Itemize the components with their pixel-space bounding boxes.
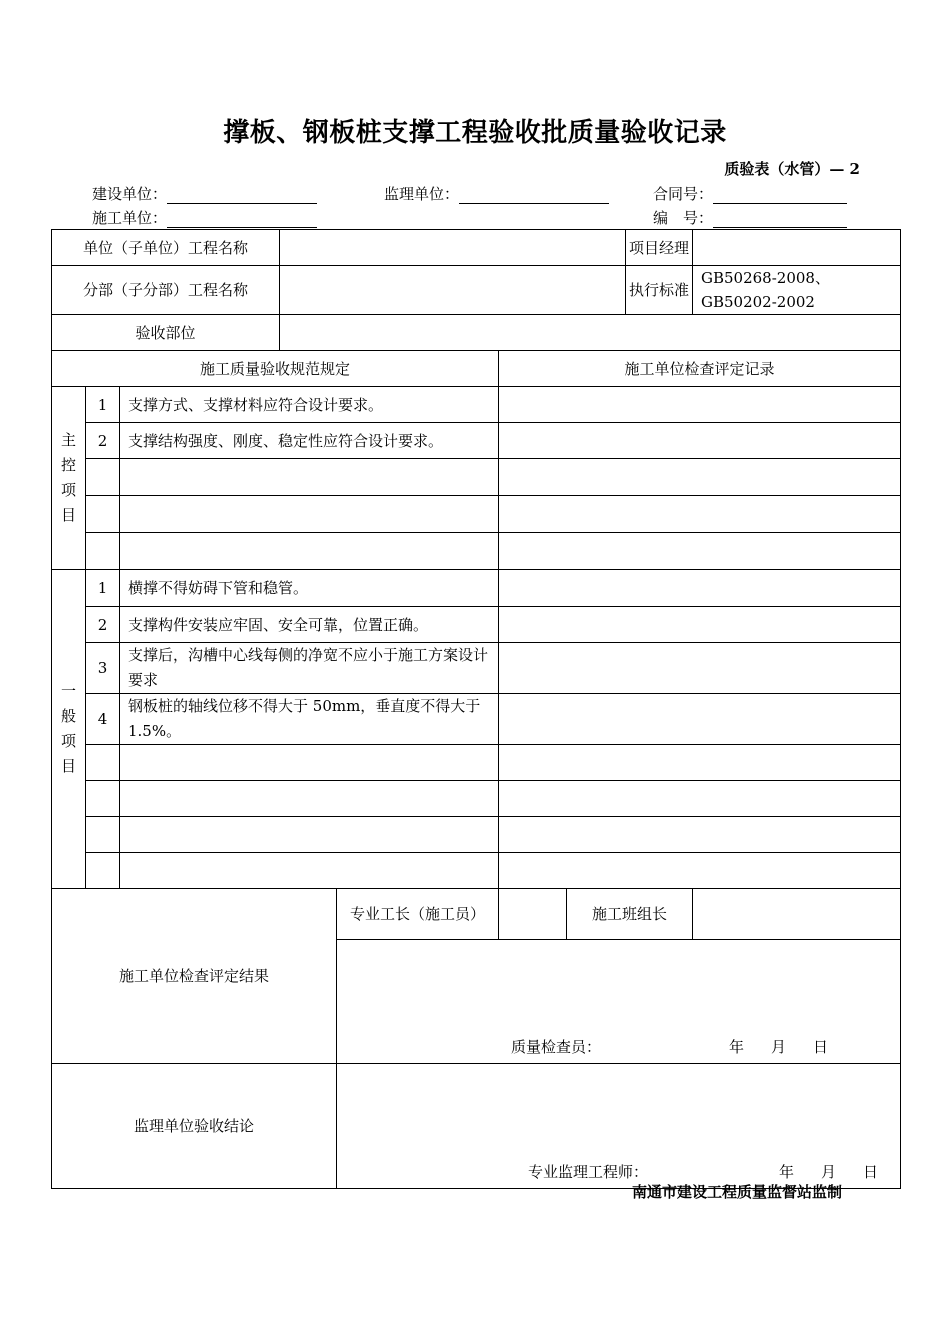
item-number: 1 <box>86 387 120 423</box>
record-cell[interactable] <box>499 387 901 423</box>
record-cell[interactable] <box>499 781 901 817</box>
sub-project-value[interactable] <box>280 266 626 315</box>
record-cell[interactable] <box>499 496 901 533</box>
record-cell[interactable] <box>499 533 901 570</box>
project-manager-label: 项目经理 <box>626 230 693 266</box>
record-cell[interactable] <box>499 745 901 781</box>
spec-item <box>120 496 499 533</box>
item-number <box>86 533 120 570</box>
item-number: 1 <box>86 570 120 607</box>
sub-project-label: 分部（子分部）工程名称 <box>52 266 280 315</box>
item-number: 4 <box>86 694 120 745</box>
record-cell[interactable] <box>499 853 901 889</box>
item-number <box>86 853 120 889</box>
spec-item: 支撑方式、支撑材料应符合设计要求。 <box>120 387 499 423</box>
spec-item <box>120 533 499 570</box>
record-cell[interactable] <box>499 643 901 694</box>
construction-unit-input[interactable] <box>167 187 317 204</box>
supervision-result-label: 监理单位验收结论 <box>52 1064 337 1189</box>
builder-unit-label: 施工单位： <box>92 209 168 227</box>
serial-no-input[interactable] <box>713 211 847 228</box>
spec-item <box>120 853 499 889</box>
record-cell[interactable] <box>499 570 901 607</box>
item-number: 2 <box>86 423 120 459</box>
spec-item: 支撑构件安装应牢固、安全可靠，位置正确。 <box>120 607 499 643</box>
item-number: 2 <box>86 607 120 643</box>
standard-label: 执行标准 <box>626 266 693 315</box>
builder-unit-input[interactable] <box>167 211 317 228</box>
item-number <box>86 745 120 781</box>
foreman-label: 专业工长（施工员） <box>337 889 499 940</box>
footer-issuer: 南通市建设工程质量监督站监制 <box>631 1183 842 1201</box>
supervision-unit-field <box>384 183 609 204</box>
serial-no-label: 编 号： <box>653 209 714 227</box>
foreman-value[interactable] <box>499 889 567 940</box>
year-label: 年 <box>779 1163 795 1181</box>
spec-item <box>120 817 499 853</box>
item-number <box>86 459 120 496</box>
spec-item: 横撑不得妨碍下管和稳管。 <box>120 570 499 607</box>
item-number <box>86 781 120 817</box>
contract-no-field <box>653 183 847 204</box>
year-label: 年 <box>729 1038 745 1056</box>
record-cell[interactable] <box>499 817 901 853</box>
page-title: 撑板、钢板桩支撑工程验收批质量验收记录 <box>223 118 727 148</box>
month-label: 月 <box>821 1163 837 1181</box>
spec-item <box>120 459 499 496</box>
project-name-label: 单位（子单位）工程名称 <box>52 230 280 266</box>
construction-unit-field <box>92 183 317 204</box>
spec-item: 支撑后，沟槽中心线每侧的净宽不应小于施工方案设计要求 <box>120 643 499 694</box>
team-leader-value[interactable] <box>693 889 901 940</box>
item-number: 3 <box>86 643 120 694</box>
inspector-label: 质量检查员： <box>511 1038 602 1056</box>
project-name-value[interactable] <box>280 230 626 266</box>
main-control-label: 主 控 项 目 <box>52 387 86 570</box>
spec-item <box>120 781 499 817</box>
inspector-signature-line <box>337 1035 900 1059</box>
standard-value: GB50268-2008、GB50202-2002 <box>693 266 901 315</box>
team-leader-label: 施工班组长 <box>567 889 693 940</box>
supervision-unit-input[interactable] <box>459 187 609 204</box>
construction-result-area[interactable] <box>337 940 901 1064</box>
inspection-table <box>51 229 901 1189</box>
inspection-part-label: 验收部位 <box>52 315 280 351</box>
record-cell[interactable] <box>499 459 901 496</box>
spec-column-header: 施工质量验收规范规定 <box>52 351 499 387</box>
day-label: 日 <box>813 1038 829 1056</box>
supervision-unit-label: 监理单位： <box>384 185 460 203</box>
item-number <box>86 817 120 853</box>
serial-no-field <box>653 207 847 228</box>
contract-no-input[interactable] <box>713 187 847 204</box>
spec-item: 支撑结构强度、刚度、稳定性应符合设计要求。 <box>120 423 499 459</box>
spec-item <box>120 745 499 781</box>
general-items-label: 一 般 项 目 <box>52 570 86 889</box>
record-cell[interactable] <box>499 694 901 745</box>
builder-unit-field <box>92 207 317 228</box>
project-manager-value[interactable] <box>693 230 901 266</box>
supervision-result-area[interactable] <box>337 1064 901 1189</box>
construction-result-label: 施工单位检查评定结果 <box>52 889 337 1064</box>
day-label: 日 <box>863 1163 879 1181</box>
record-column-header: 施工单位检查评定记录 <box>499 351 901 387</box>
inspection-part-value[interactable] <box>280 315 901 351</box>
item-number <box>86 496 120 533</box>
month-label: 月 <box>771 1038 787 1056</box>
contract-no-label: 合同号： <box>653 185 714 203</box>
spec-item: 钢板桩的轴线位移不得大于 50mm，垂直度不得大于 1.5%。 <box>120 694 499 745</box>
form-code: 质验表（水管）— 2 <box>724 160 860 178</box>
record-cell[interactable] <box>499 423 901 459</box>
construction-unit-label: 建设单位： <box>92 185 168 203</box>
record-cell[interactable] <box>499 607 901 643</box>
engineer-label: 专业监理工程师： <box>528 1163 649 1181</box>
